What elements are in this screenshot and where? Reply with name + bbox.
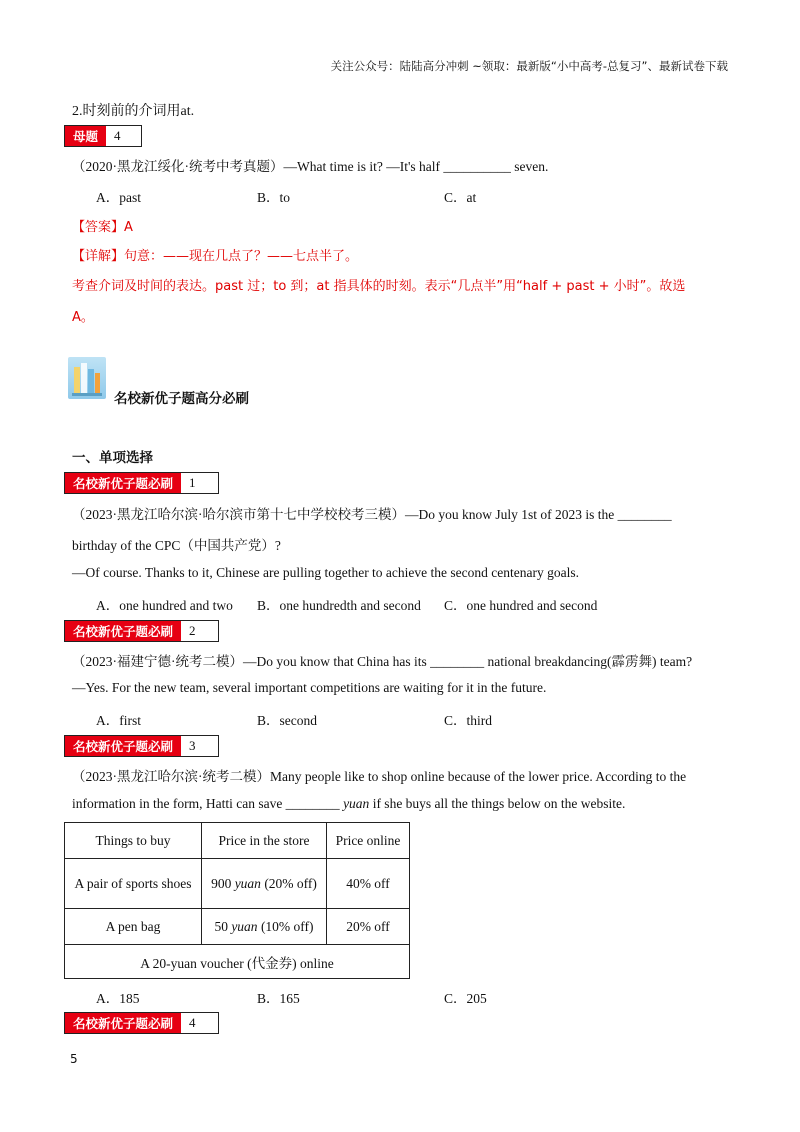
books-logo-icon bbox=[68, 357, 106, 399]
table-header-row bbox=[65, 823, 410, 859]
question-tag-4 bbox=[64, 1012, 219, 1034]
question-1-line-1: （2023·黑龙江哈尔滨·哈尔滨市第十七中学校校考三模）—Do you know July 1st of 2023 is the ________ bbox=[72, 507, 672, 522]
option-c: C．third bbox=[444, 713, 493, 728]
detail-line-2: 考查介词及时间的表达。past 过；to 到；at 指具体的时刻。表示“几点半”用“half + past + 小时”。故选 bbox=[72, 279, 686, 294]
tag-number: 2 bbox=[189, 623, 196, 638]
currency-yuan: yuan bbox=[343, 796, 370, 811]
option-b: B．165 bbox=[257, 991, 300, 1006]
question-tag-2 bbox=[64, 620, 219, 642]
option-a: A．185 bbox=[96, 991, 140, 1006]
tag-label: 名校新优子题必刷 bbox=[65, 1013, 181, 1033]
option-a: A．one hundred and two bbox=[96, 598, 233, 613]
question-tag-1 bbox=[64, 472, 219, 494]
question-3-line-2-part-c: if she buys all the things below on the website. bbox=[369, 796, 626, 811]
mother-question-text: （2020·黑龙江绥化·统考中考真题）—What time is it? —It's half __________ seven. bbox=[72, 159, 549, 174]
question-2-line-1: （2023·福建宁德·统考二模）—Do you know that China has its ________ national breakdancing(霹雳舞) team? bbox=[72, 654, 693, 669]
option-a: A．past bbox=[96, 190, 141, 205]
option-c: C．at bbox=[444, 190, 477, 205]
question-1-line-3: —Of course. Thanks to it, Chinese are pulling together to achieve the second centenary goals. bbox=[72, 565, 579, 580]
table-row bbox=[65, 909, 410, 945]
table-cell: 40% off bbox=[327, 859, 410, 909]
tag-number: 3 bbox=[189, 738, 196, 753]
detail-line-3: A。 bbox=[72, 310, 94, 325]
table-cell: A pair of sports shoes bbox=[65, 859, 202, 909]
table-cell: 900 yuan (20% off) bbox=[202, 859, 327, 909]
question-3-line-2 bbox=[72, 796, 625, 812]
tag-number: 4 bbox=[189, 1015, 196, 1030]
tag-label: 名校新优子题必刷 bbox=[65, 621, 181, 641]
table-row bbox=[65, 945, 410, 979]
question-3-line-1: （2023·黑龙江哈尔滨·统考二模）Many people like to shop online because of the lower price. According to the bbox=[72, 769, 687, 784]
detail-line-1: 【详解】句意：——现在几点了？——七点半了。 bbox=[72, 249, 359, 264]
page-number: 5 bbox=[70, 1052, 78, 1066]
table-cell: 50 yuan (10% off) bbox=[202, 909, 327, 945]
question-1-line-2: birthday of the CPC（中国共产党）? bbox=[72, 538, 281, 553]
tag-label: 母题 bbox=[65, 126, 106, 146]
question-tag-3 bbox=[64, 735, 219, 757]
page-header: 关注公众号：陆陆高分冲刺 ~领取：最新版“小中高考-总复习”、最新试卷下载 bbox=[330, 59, 728, 73]
mother-question-tag bbox=[64, 125, 142, 147]
option-b: B．one hundredth and second bbox=[257, 598, 421, 613]
answer-text: 【答案】A bbox=[72, 220, 133, 235]
rule-text: 2.时刻前的介词用at. bbox=[72, 104, 195, 119]
question-3-line-2-part-a: information in the form, Hatti can save ________ bbox=[72, 796, 344, 811]
tag-number: 4 bbox=[114, 128, 121, 143]
table-footer-cell: A 20-yuan voucher (代金券) online bbox=[65, 945, 410, 979]
table-row bbox=[65, 859, 410, 909]
option-b: B．second bbox=[257, 713, 317, 728]
option-c: C．205 bbox=[444, 991, 487, 1006]
section-title: 名校新优子题高分必刷 bbox=[114, 391, 249, 407]
section-heading: 一、单项选择 bbox=[72, 450, 153, 466]
tag-number: 1 bbox=[189, 475, 196, 490]
option-c: C．one hundred and second bbox=[444, 598, 598, 613]
price-table bbox=[64, 822, 410, 979]
question-2-line-2: —Yes. For the new team, several important competitions are waiting for it in the future. bbox=[72, 680, 547, 695]
table-header: Price online bbox=[327, 823, 410, 859]
table-header: Things to buy bbox=[65, 823, 202, 859]
tag-label: 名校新优子题必刷 bbox=[65, 736, 181, 756]
table-cell: 20% off bbox=[327, 909, 410, 945]
table-header: Price in the store bbox=[202, 823, 327, 859]
tag-label: 名校新优子题必刷 bbox=[65, 473, 181, 493]
option-a: A．first bbox=[96, 713, 141, 728]
table-cell: A pen bag bbox=[65, 909, 202, 945]
option-b: B．to bbox=[257, 190, 291, 205]
